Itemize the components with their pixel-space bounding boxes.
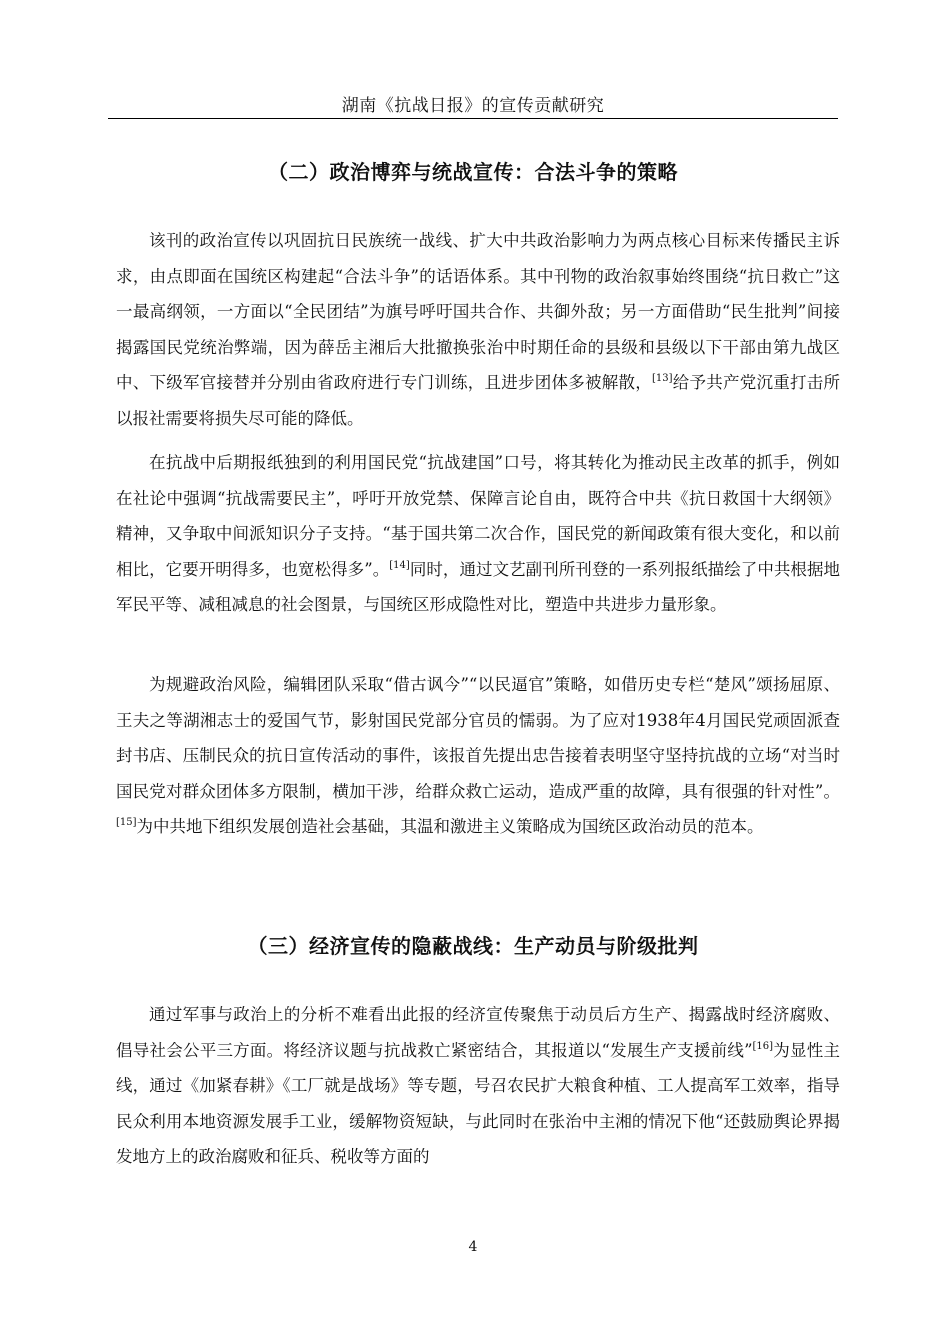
paragraph-text: 通过军事与政治上的分析不难看出此报的经济宣传聚焦于动员后方生产、揭露战时经济腐败、倡导社会公平三方面。将经济议题与抗战救亡紧密结合，其报道以“发展生产支援前线” (116, 1005, 840, 1060)
header-rule (108, 118, 838, 119)
paragraph-text: 该刊的政治宣传以巩固抗日民族统一战线、扩大中共政治影响力为两点核心目标来传播民主诉求，由点即面在国统区构建起“合法斗争”的话语体系。其中刊物的政治叙事始终围绕“抗日救亡”这一最高纲领，一方面以“全民团结”为旗号呼吁国共合作、共御外敌；另一方面借助“民生批判”间接揭露国民党统治弊端，因为薛岳主湘后大批撤换张治中时期任命的县级和县级以下干部由第九战区中、下级军官接替并分别由省政府进行专门训练，且进步团体多被解散， (116, 231, 840, 392)
paragraph-text: 为规避政治风险，编辑团队采取“借古讽今”“以民逼官”策略，如借历史专栏“楚风”颂扬屈原、王夫之等湖湘志士的爱国气节，影射国民党部分官员的懦弱。为了应对1938年4月国民党顽固派查封书店、压制民众的抗日宣传活动的事件，该报首先提出忠告接着表明坚守坚持抗战的立场“对当时国民党对群众团体多方限制，横加干涉，给群众救亡运动，造成严重的故障，具有很强的针对性”。 (116, 675, 840, 801)
citation-ref: [14] (389, 559, 410, 571)
running-header: 湖南《抗战日报》的宣传贡献研究 (341, 96, 605, 116)
citation-ref: [16] (752, 1040, 774, 1052)
paragraph (116, 667, 840, 845)
citation-ref: [15] (116, 817, 137, 828)
paragraph (116, 997, 840, 1175)
paragraph (116, 445, 840, 623)
section-heading-3: （三）经济宣传的隐蔽战线：生产动员与阶级批判 (247, 934, 699, 958)
paragraph-text: 给予共产党沉重打击所以报社需要将损失尽可能的降低。 (116, 373, 841, 428)
paragraph (116, 223, 840, 436)
section-heading-2: （二）政治博弈与统战宣传：合法斗争的策略 (268, 160, 678, 184)
page-number: 4 (468, 1239, 478, 1255)
paragraph-text: 在抗战中后期报纸独到的利用国民党“抗战建国”口号，将其转化为推动民主改革的抓手，例如在社论中强调“抗战需要民主”，呼吁开放党禁、保障言论自由，既符合中共《抗日救国十大纲领》精神，又争取中间派知识分子支持。“基于国共第二次合作，国民党的新闻政策有很大变化，和以前相比，它要开明得多，也宽松得多”。 (116, 453, 840, 579)
paragraph-text: 同时，通过文艺副刊所刊登的一系列报纸描绘了中共根据地军民平等、减租减息的社会图景，与国统区形成隐性对比，塑造中共进步力量形象。 (116, 559, 841, 614)
paragraph-text: 为中共地下组织发展创造社会基础，其温和激进主义策略成为国统区政治动员的范本。 (136, 817, 764, 836)
citation-ref: [13] (651, 373, 673, 384)
paragraph-text: 为显性主线，通过《加紧春耕》《工厂就是战场》等专题，号召农民扩大粮食种植、工人提高军工效率，指导民众利用本地资源发展手工业，缓解物资短缺，与此同时在张治中主湘的情况下他“还鼓励舆论界揭发地方上的政治腐败和征兵、税收等方面的 (116, 1040, 841, 1166)
